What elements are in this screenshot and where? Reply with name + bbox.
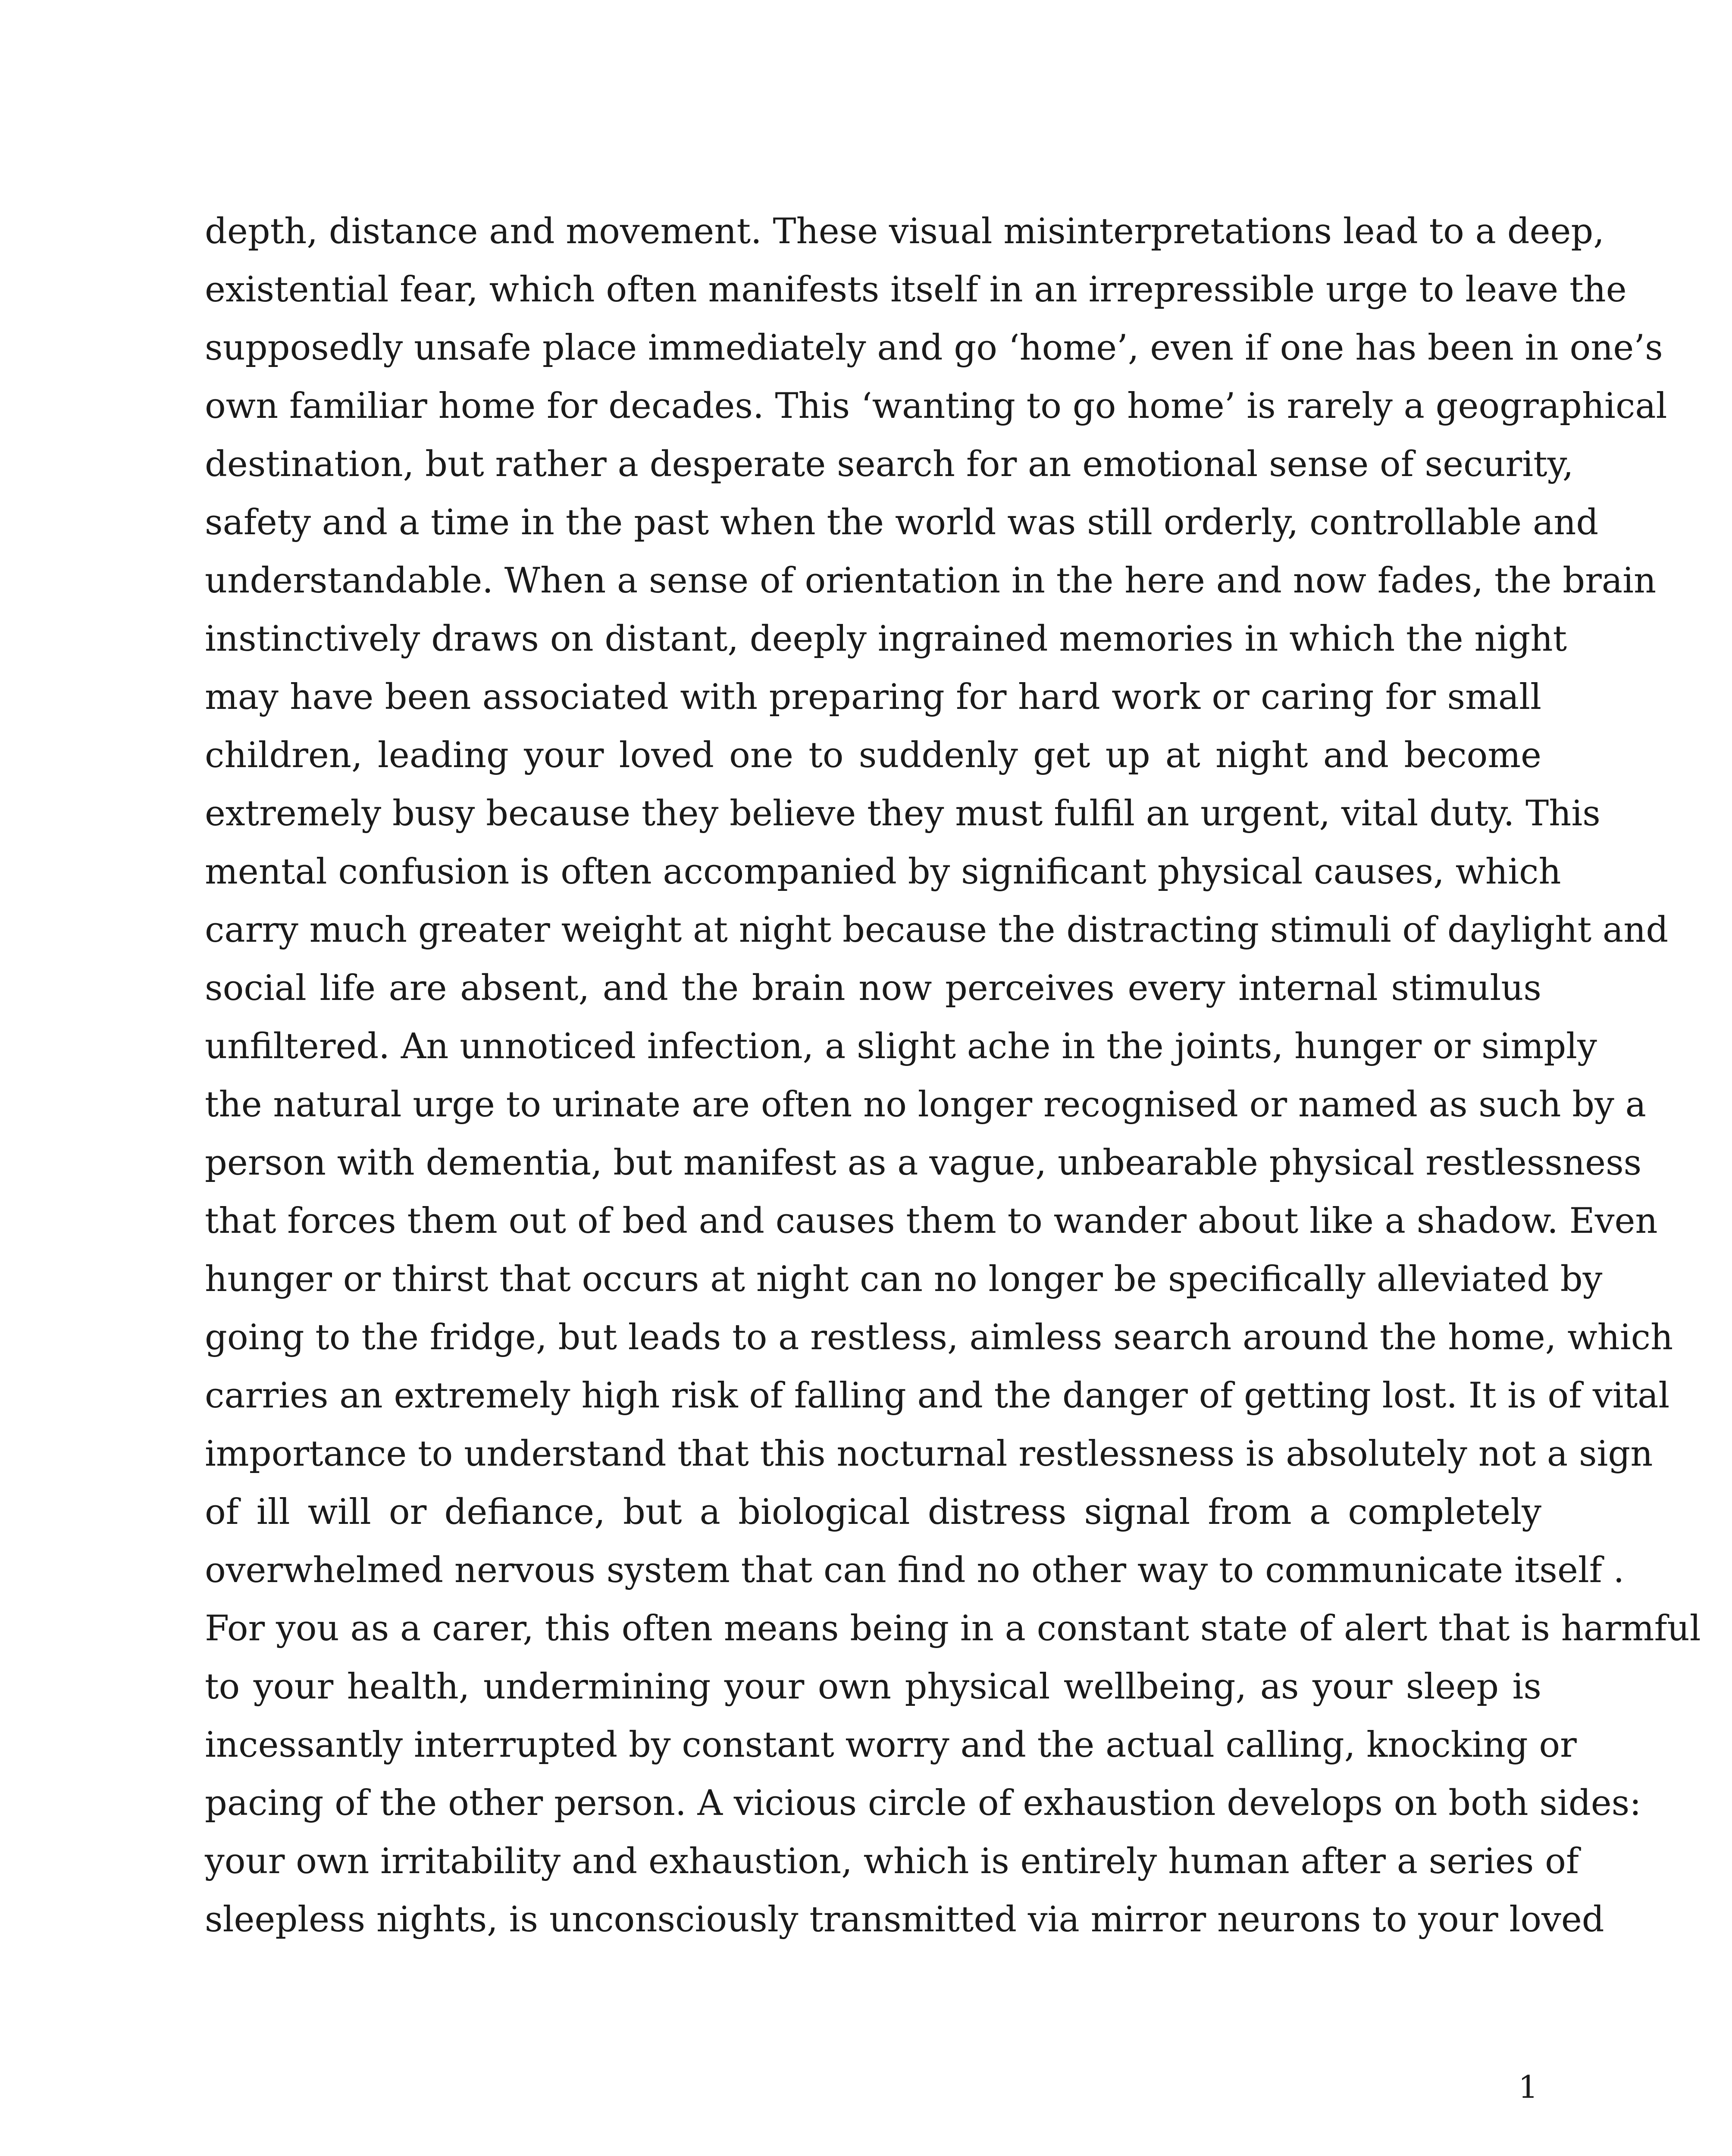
text-line: sleepless nights, is unconsciously transmitted via mirror neurons to your loved <box>205 1899 1604 1940</box>
text-line: instinctively draws on distant, deeply ingrained memories in which the night <box>205 619 1567 659</box>
text-line: carries an extremely high risk of falling and the danger of getting lost. It is of vital <box>205 1376 1670 1416</box>
text-line: person with dementia, but manifest as a vague, unbearable physical restlessness <box>205 1143 1642 1183</box>
text-line: incessantly interrupted by constant worry and the actual calling, knocking or <box>205 1725 1577 1765</box>
text-line: mental confusion is often accompanied by significant physical causes, which <box>205 852 1561 892</box>
text-line: safety and a time in the past when the world was still orderly, controllable and <box>205 502 1599 543</box>
text-line: your own irritability and exhaustion, which is entirely human after a series of <box>205 1841 1579 1882</box>
text-line: existential fear, which often manifests itself in an irrepressible urge to leave the <box>205 270 1627 310</box>
text-line: of ill will or defiance, but a biological distress signal from a completely <box>205 1492 1541 1532</box>
text-line: social life are absent, and the brain now perceives every internal stimulus <box>205 968 1541 1009</box>
text-line: may have been associated with preparing for hard work or caring for small <box>205 677 1541 718</box>
text-line: destination, but rather a desperate search for an emotional sense of security, <box>205 444 1574 485</box>
text-line: pacing of the other person. A vicious circle of exhaustion develops on both sides: <box>205 1783 1641 1824</box>
text-line: carry much greater weight at night because the distracting stimuli of daylight and <box>205 910 1669 950</box>
text-line: children, leading your loved one to suddenly get up at night and become <box>205 735 1541 776</box>
page-number: 1 <box>1518 2069 1538 2105</box>
body-paragraph <box>205 203 1701 1949</box>
text-line: unfiltered. An unnoticed infection, a slight ache in the joints, hunger or simply <box>205 1026 1597 1067</box>
text-line: importance to understand that this nocturnal restlessness is absolutely not a sign <box>205 1434 1653 1474</box>
text-line: that forces them out of bed and causes them to wander about like a shadow. Even <box>205 1201 1658 1241</box>
text-line: depth, distance and movement. These visual misinterpretations lead to a deep, <box>205 211 1605 252</box>
text-line: the natural urge to urinate are often no longer recognised or named as such by a <box>205 1084 1646 1125</box>
text-line: hunger or thirst that occurs at night can no longer be specifically alleviated by <box>205 1259 1603 1300</box>
text-line: supposedly unsafe place immediately and go ‘home’, even if one has been in one’s <box>205 328 1663 368</box>
text-line: own familiar home for decades. This ‘wanting to go home’ is rarely a geographical <box>205 386 1667 426</box>
text-line: extremely busy because they believe they must fulfil an urgent, vital duty. This <box>205 793 1600 834</box>
text-line: overwhelmed nervous system that can find no other way to communicate itself . <box>205 1550 1625 1591</box>
text-line: going to the fridge, but leads to a restless, aimless search around the home, which <box>205 1317 1673 1358</box>
text-line: For you as a carer, this often means being in a constant state of alert that is harmful <box>205 1608 1701 1649</box>
text-line: to your health, undermining your own physical wellbeing, as your sleep is <box>205 1667 1541 1707</box>
text-line: understandable. When a sense of orientation in the here and now fades, the brain <box>205 561 1657 601</box>
